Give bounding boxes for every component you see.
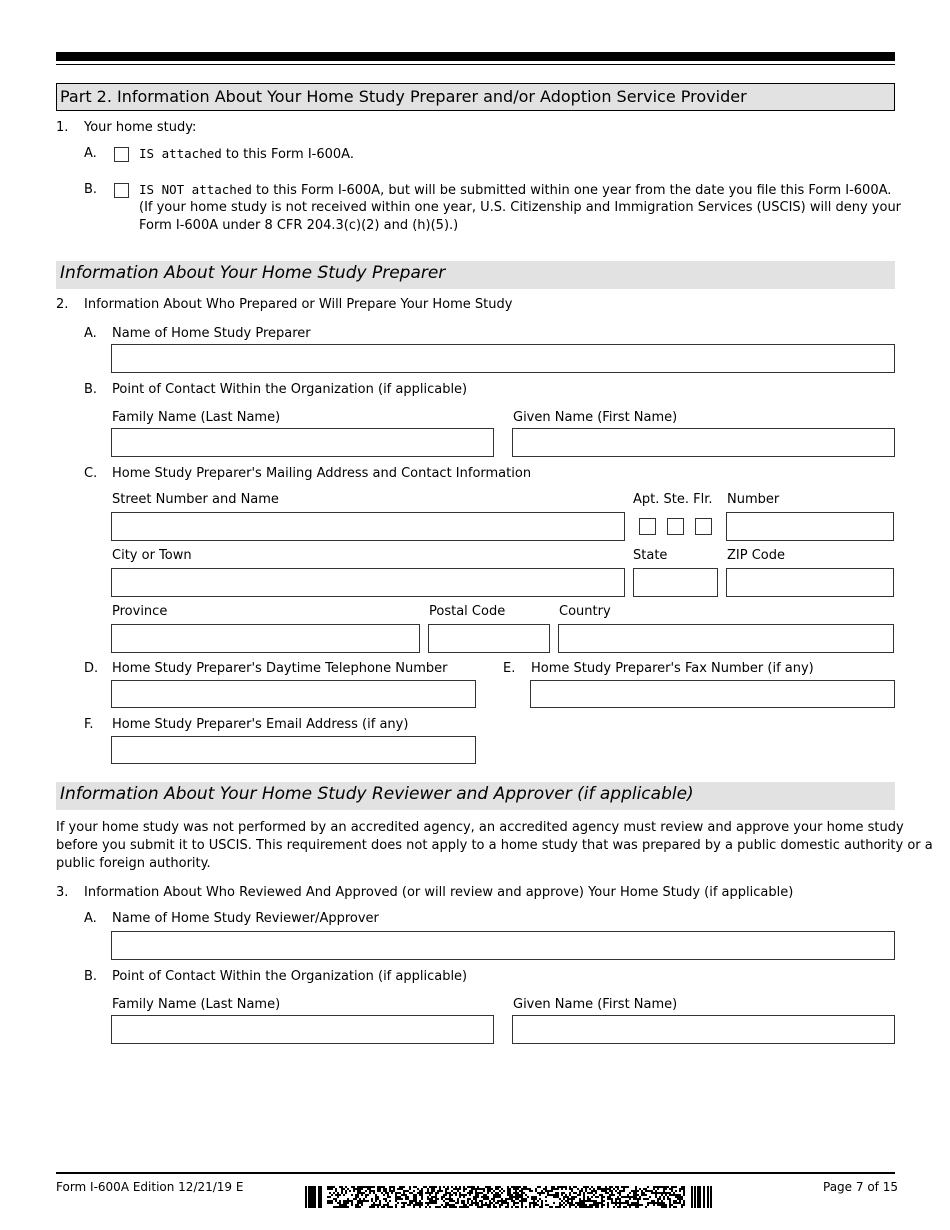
part-title: Part 2. Information About Your Home Study Preparer and/or Adoption Service Provider xyxy=(60,87,747,106)
footer-form-edition: Form I-600A Edition 12/21/19 E xyxy=(56,1180,244,1194)
q1-a-letter: A. xyxy=(84,146,97,161)
reviewer-section-bar xyxy=(56,782,895,810)
q2-d-letter: D. xyxy=(84,661,99,676)
q2-family-name-label: Family Name (Last Name) xyxy=(112,410,281,425)
preparer-name-input[interactable] xyxy=(111,344,895,373)
flr-checkbox[interactable] xyxy=(695,518,712,535)
barcode-graphic xyxy=(305,1186,713,1208)
q1-b-letter: B. xyxy=(84,182,98,197)
daytime-phone-input[interactable] xyxy=(111,680,476,708)
street-label: Street Number and Name xyxy=(112,492,279,507)
reviewer-intro-line2: before you submit it to USCIS. This requirement does not apply to a home study that was prepared by a public domestic authority or a xyxy=(56,838,933,853)
number-label: Number xyxy=(727,492,780,507)
street-input[interactable] xyxy=(111,512,625,541)
q2-c-label: Home Study Preparer's Mailing Address and Contact Information xyxy=(112,466,532,481)
q2-label: Information About Who Prepared or Will Prepare Your Home Study xyxy=(84,297,513,312)
q3-a-letter: A. xyxy=(84,911,97,926)
q1-a-keyword: IS attached xyxy=(139,146,222,161)
q1-b-note-line1: (If your home study is not received within one year, U.S. Citizenship and Immigration Services (USCIS) will deny your xyxy=(139,200,902,215)
q3-family-name-input[interactable] xyxy=(111,1015,494,1044)
q1-a-text xyxy=(139,146,354,163)
q2-a-letter: A. xyxy=(84,326,97,341)
q2-family-name-input[interactable] xyxy=(111,428,494,457)
q1-a-rest: to this Form I-600A. xyxy=(221,147,354,162)
q1-b-keyword: IS NOT attached xyxy=(139,182,252,197)
apt-ste-flr-label: Apt. Ste. Flr. xyxy=(633,492,713,507)
q2-b-label: Point of Contact Within the Organization (if applicable) xyxy=(112,382,468,397)
reviewer-name-input[interactable] xyxy=(111,931,895,960)
reviewer-intro-line3: public foreign authority. xyxy=(56,856,211,871)
q2-e-label: Home Study Preparer's Fax Number (if any) xyxy=(531,661,814,676)
q1-b-note-line2: Form I-600A under 8 CFR 204.3(c)(2) and (h)(5).) xyxy=(139,218,459,233)
q3-family-name-label: Family Name (Last Name) xyxy=(112,997,281,1012)
q3-given-name-input[interactable] xyxy=(512,1015,895,1044)
q3-a-label: Name of Home Study Reviewer/Approver xyxy=(112,911,379,926)
q2-b-letter: B. xyxy=(84,382,98,397)
q1-b-text xyxy=(139,182,891,199)
q2-e-letter: E. xyxy=(503,661,516,676)
q1-b-rest: to this Form I-600A, but will be submitted within one year from the date you file this Form I-600A. xyxy=(251,183,892,198)
email-input[interactable] xyxy=(111,736,476,764)
preparer-section-title: Information About Your Home Study Preparer xyxy=(60,263,446,283)
q2-c-letter: C. xyxy=(84,466,98,481)
province-label: Province xyxy=(112,604,168,619)
city-input[interactable] xyxy=(111,568,625,597)
country-input[interactable] xyxy=(558,624,894,653)
q3-label: Information About Who Reviewed And Approved (or will review and approve) Your Home Study (if applicable) xyxy=(84,885,794,900)
q3-b-label: Point of Contact Within the Organization (if applicable) xyxy=(112,969,468,984)
q1-b-checkbox[interactable] xyxy=(114,183,129,198)
zip-input[interactable] xyxy=(726,568,894,597)
country-label: Country xyxy=(559,604,611,619)
q1-number: 1. xyxy=(56,120,69,135)
footer-page-number: Page 7 of 15 xyxy=(823,1180,898,1194)
postal-code-label: Postal Code xyxy=(429,604,506,619)
reviewer-section-title: Information About Your Home Study Reviewer and Approver (if applicable) xyxy=(60,784,694,804)
fax-input[interactable] xyxy=(530,680,895,708)
q2-f-label: Home Study Preparer's Email Address (if any) xyxy=(112,717,409,732)
q3-number: 3. xyxy=(56,885,69,900)
ste-checkbox[interactable] xyxy=(667,518,684,535)
q1-label: Your home study: xyxy=(84,120,197,135)
city-label: City or Town xyxy=(112,548,192,563)
q2-given-name-label: Given Name (First Name) xyxy=(513,410,678,425)
q2-f-letter: F. xyxy=(84,717,94,732)
preparer-section-bar xyxy=(56,261,895,289)
zip-label: ZIP Code xyxy=(727,548,785,563)
q2-number: 2. xyxy=(56,297,69,312)
province-input[interactable] xyxy=(111,624,420,653)
q2-d-label: Home Study Preparer's Daytime Telephone Number xyxy=(112,661,448,676)
q2-given-name-input[interactable] xyxy=(512,428,895,457)
part-title-box xyxy=(56,83,895,111)
footer-rule xyxy=(56,1172,895,1174)
header-thin-rule xyxy=(56,64,895,65)
q3-b-letter: B. xyxy=(84,969,98,984)
number-input[interactable] xyxy=(726,512,894,541)
q1-a-checkbox[interactable] xyxy=(114,147,129,162)
reviewer-intro-line1: If your home study was not performed by an accredited agency, an accredited agency must review and approve your home study xyxy=(56,820,904,835)
apt-checkbox[interactable] xyxy=(639,518,656,535)
q2-a-label: Name of Home Study Preparer xyxy=(112,326,311,341)
postal-code-input[interactable] xyxy=(428,624,550,653)
state-label: State xyxy=(633,548,668,563)
header-thick-rule xyxy=(56,52,895,61)
state-select[interactable] xyxy=(633,568,718,597)
q3-given-name-label: Given Name (First Name) xyxy=(513,997,678,1012)
